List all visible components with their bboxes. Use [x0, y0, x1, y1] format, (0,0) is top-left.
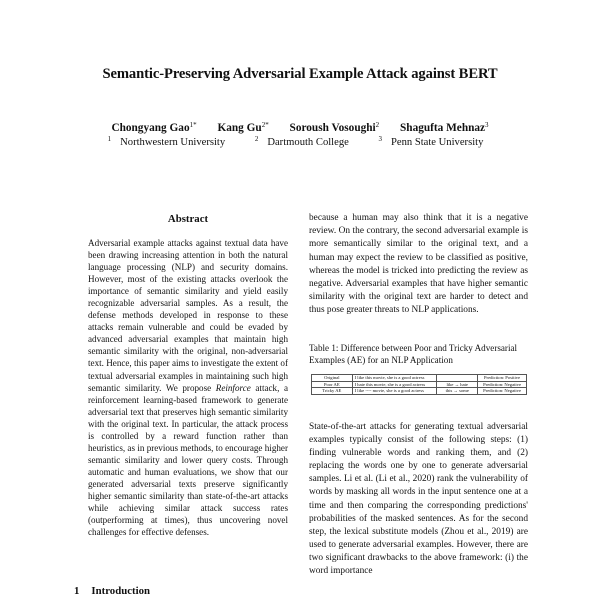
author — [217, 122, 268, 134]
author-list — [0, 121, 600, 134]
section-number: 1 — [74, 585, 80, 597]
affiliation-name: Penn State University — [390, 137, 484, 148]
affiliation — [255, 137, 358, 148]
table-row — [312, 375, 527, 382]
body-paragraph: because a human may also think that it is a negative review. On the contrary, the second adversarial example is more semantically similar to the original text, and a human may expect the review to be classified as positive, whereas the model is tricked into predicting the review as negative. Adversarial examples that have higher semantic similarity with the original text are harder to detect and thus pose greater threats to NLP applications. — [309, 213, 528, 316]
table-cell: Prediction: Negative — [478, 381, 527, 388]
affiliation-list — [0, 135, 600, 148]
affiliation-name: Northwestern University — [120, 137, 226, 148]
table-cell: I hate this movie, she is a good actress — [352, 381, 437, 388]
paper-title: Semantic-Preserving Adversarial Example Attack against BERT — [102, 66, 498, 82]
author — [290, 122, 380, 134]
author-mark: 2 — [375, 121, 380, 129]
affiliation-mark: 2 — [254, 135, 259, 143]
section-heading — [74, 585, 150, 597]
affiliation-mark: 1 — [107, 135, 112, 143]
table-cell: Original — [312, 375, 353, 382]
affiliation-mark: 3 — [378, 135, 382, 143]
author-mark: 3 — [485, 121, 489, 129]
abstract-text-part: attack, a reinforcement learning-based framework to generate adversarial text that preserves high semantic similarity with the original text. In particular, the attack process is controlled by a reward function rather than heuristics, as in previous methods, to encourage higher semantic similarity and lower query costs. Through automatic and human evaluations, we show that our generated adversarial texts preserve significantly higher semantic similarity than state-of-the-art attacks while achieving similar attack success rates (outperforming at times), thus uncovering novel challenges for effective defenses. — [88, 382, 288, 538]
table-cell: this → some — [437, 388, 478, 395]
table-row — [312, 381, 527, 388]
author — [111, 122, 196, 134]
method-name: Reinforce — [215, 382, 251, 393]
affiliation-name: Dartmouth College — [267, 137, 349, 148]
table-cell — [437, 375, 478, 382]
example-table — [311, 374, 527, 395]
author-mark: 1* — [189, 121, 197, 129]
table-cell: like → hate — [437, 381, 478, 388]
table-cell: I like ---- movie, she is a good actress — [352, 388, 437, 395]
table-cell: Prediction: Positive — [478, 375, 527, 382]
abstract-text-part: Adversarial example attacks against textual data have been drawing increasing attention in both the natural language processing (NLP) and security domains. However, most of the existing attacks overlook the importance of semantic similarity and yield easily recognizable adversarial samples. As a result, the defense methods developed in response to these attacks remain vulnerable and could be evaded by advanced adversarial examples that maintain high semantic similarity with the original, non-adversarial text. Hence, this paper aims to investigate the extent of textual adversarial examples in maintaining such high semantic similarity. We propose — [88, 238, 288, 393]
author — [400, 122, 489, 134]
author-name: Kang Gu — [217, 122, 262, 134]
author-name: Shagufta Mehnaz — [400, 122, 486, 134]
table-caption: Table 1: Difference between Poor and Tricky Adversarial Examples (AE) for an NLP Application — [309, 343, 518, 366]
abstract-text — [88, 237, 288, 538]
table-cell: Tricky AE — [312, 388, 353, 395]
table-cell: Poor AE — [312, 381, 353, 388]
body-paragraph: State-of-the-art attacks for generating textual adversarial examples typically consist of the following steps: (1) finding vulnerable words and ranking them, and (2) replacing the words one by one to generate adversarial samples. Li et al. (Li et al., 2020) rank the vulnerability of words by masking all words in the input sentence one at a time and then comparing the corresponding predictions' probabilities of the masked sentences. As for the second step, the lexical substitute models (Zhou et al., 2019) are used to generate adversarial examples. However, there are two significant drawbacks to the above framework: (i) the word importance — [309, 422, 528, 577]
affiliation — [108, 137, 235, 148]
table-row — [312, 388, 527, 395]
table-cell: Prediction: Negative — [478, 388, 527, 395]
affiliation — [378, 137, 492, 148]
section-title: Introduction — [91, 585, 151, 597]
author-mark: 2* — [261, 121, 269, 129]
abstract-heading: Abstract — [167, 213, 209, 225]
author-name: Chongyang Gao — [111, 122, 190, 134]
author-name: Soroush Vosoughi — [289, 122, 376, 134]
table-cell: I like this movie, she is a good actress — [352, 375, 437, 382]
